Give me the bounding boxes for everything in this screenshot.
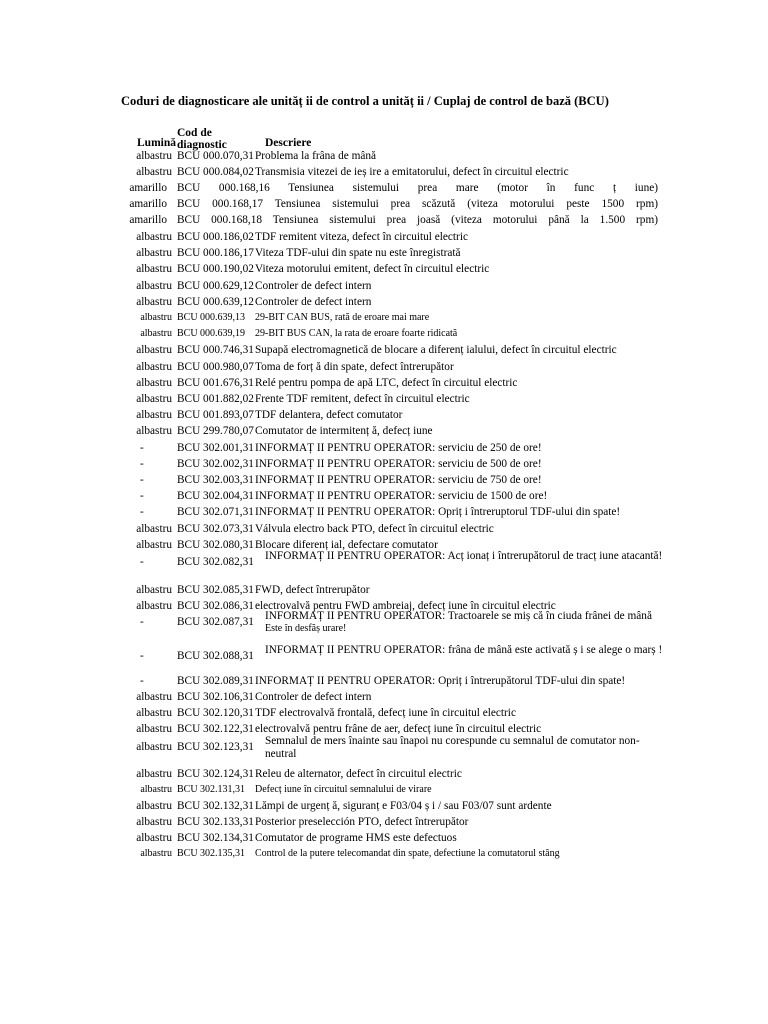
description-cell xyxy=(255,675,625,688)
description-text: Transmisia vitezei de ieș ire a emitatorului, defect în circuitul electric xyxy=(255,166,569,178)
description-cell xyxy=(255,377,517,390)
light-cell: - xyxy=(140,556,144,568)
description-text: electrovalvă pentru frâne de aer, defecț iune în circuitul electric xyxy=(255,723,542,735)
light-cell: - xyxy=(140,474,144,486)
description-cell xyxy=(265,550,665,563)
code-cell: BCU 000.980,07 xyxy=(177,361,254,373)
description-cell xyxy=(255,425,433,438)
light-cell: albastru xyxy=(136,231,172,243)
description-cell xyxy=(255,442,542,455)
document-title: Coduri de diagnosticare ale unităț ii de control a unităț ii / Cuplaj de control de bază (BCU) xyxy=(121,94,609,108)
description-cell xyxy=(255,474,542,487)
code-cell: BCU 302.085,31 xyxy=(177,584,254,596)
light-cell: albastru xyxy=(136,425,172,437)
description-text-line2: Este în desfăș urare! xyxy=(265,622,347,634)
description-text: Controler de defect intern xyxy=(255,296,372,308)
description-cell xyxy=(255,584,370,597)
description-cell xyxy=(255,166,569,179)
description-text: Semnalul de mers înainte sau înapoi nu corespunde cu semnalul de comutator non-neutral xyxy=(265,735,640,760)
description-cell xyxy=(265,735,665,760)
description-cell xyxy=(255,768,462,781)
code-cell: BCU 302.071,31 xyxy=(177,506,254,518)
description-cell xyxy=(255,523,494,536)
description-cell xyxy=(255,506,620,519)
code-cell: BCU 302.124,31 xyxy=(177,768,254,780)
light-cell: albastru xyxy=(136,361,172,373)
description-cell xyxy=(255,458,542,471)
light-cell: - xyxy=(140,506,144,518)
justified-code-description: BCU 000.168,16 Tensiunea sistemului prea mare (motor în func ț iune) xyxy=(177,182,658,194)
description-text: Viteza motorului emitent, defect în circuitul electric xyxy=(255,263,490,275)
light-cell: - xyxy=(140,458,144,470)
description-text: TDF remitent viteza, defect în circuitul electric xyxy=(255,231,468,243)
code-cell: BCU 000.629,12 xyxy=(177,280,254,292)
header-diagnostic-code: Cod de diagnostic xyxy=(177,127,227,151)
description-cell xyxy=(255,361,454,374)
light-cell: - xyxy=(140,675,144,687)
light-cell: albastru xyxy=(136,393,172,405)
light-cell: albastru xyxy=(136,832,172,844)
description-cell xyxy=(255,784,432,797)
description-cell xyxy=(255,816,468,829)
code-cell: BCU 000.639,19 xyxy=(177,328,246,339)
description-text: 29-BIT BUS CAN, la rata de eroare foarte ridicată xyxy=(255,328,458,339)
code-cell: BCU 299.780,07 xyxy=(177,425,254,437)
description-cell xyxy=(255,723,541,736)
light-cell: albastru xyxy=(136,377,172,389)
code-cell: BCU 000.639,12 xyxy=(177,296,254,308)
light-cell: albastru xyxy=(136,691,172,703)
code-cell: BCU 001.882,02 xyxy=(177,393,254,405)
light-cell: albastru xyxy=(136,741,172,753)
code-cell: BCU 000.186,02 xyxy=(177,231,254,243)
description-text: INFORMAȚ II PENTRU OPERATOR: Acț ionaț i întrerupătorul de tracț iune atacantă! xyxy=(265,550,663,562)
description-text: Lămpi de urgenț ă, siguranț e F03/04 ș i / sau F03/07 sunt ardente xyxy=(255,800,552,812)
light-cell: albastru xyxy=(136,584,172,596)
description-cell xyxy=(255,280,371,293)
description-cell xyxy=(265,644,665,657)
description-text: INFORMAȚ II PENTRU OPERATOR: serviciu de 1500 de ore! xyxy=(255,490,548,502)
light-cell: - xyxy=(140,616,144,628)
code-cell: BCU 302.131,31 xyxy=(177,784,246,795)
code-cell: BCU 302.004,31 xyxy=(177,490,254,502)
description-cell xyxy=(255,312,429,325)
light-cell: albastru xyxy=(136,768,172,780)
description-text: Comutator de programe HMS este defectuos xyxy=(255,832,457,844)
light-cell: albastru xyxy=(136,150,172,162)
description-cell xyxy=(255,707,516,720)
description-text: Defecț iune în circuitul semnalului de virare xyxy=(255,784,432,795)
light-cell: albastru xyxy=(136,539,172,551)
description-text: INFORMAȚ II PENTRU OPERATOR: serviciu de 250 de ore! xyxy=(255,442,542,454)
light-cell: albastru xyxy=(136,600,172,612)
code-cell: BCU 302.122,31 xyxy=(177,723,254,735)
light-cell: albastru xyxy=(136,280,172,292)
light-cell: albastru xyxy=(140,848,172,859)
description-cell xyxy=(255,490,547,503)
code-cell: BCU 001.676,31 xyxy=(177,377,254,389)
code-cell: BCU 001.893,07 xyxy=(177,409,254,421)
code-cell: BCU 000.186,17 xyxy=(177,247,254,259)
description-text: Controler de defect intern xyxy=(255,691,372,703)
description-text: Control de la putere telecomandat din spate, defectiune la comutatorul stâng xyxy=(255,848,560,859)
light-cell: amarillo xyxy=(129,182,167,194)
justified-code-description: BCU 000.168,18 Tensiunea sistemului prea joasă (viteza motorului până la 1.500 rpm) xyxy=(177,214,658,226)
code-cell: BCU 302.086,31 xyxy=(177,600,254,612)
description-text: Problema la frâna de mână xyxy=(255,150,377,162)
light-cell: albastru xyxy=(136,707,172,719)
description-cell xyxy=(255,344,617,357)
code-cell: BCU 302.001,31 xyxy=(177,442,254,454)
code-cell: BCU 302.120,31 xyxy=(177,707,254,719)
description-text: Relé pentru pompa de apă LTC, defect în circuitul electric xyxy=(255,377,518,389)
light-cell: albastru xyxy=(136,263,172,275)
code-cell: BCU 000.084,02 xyxy=(177,166,254,178)
description-text: INFORMAȚ II PENTRU OPERATOR: frâna de mână este activată ș i se alege o marș ! xyxy=(265,644,663,656)
description-text: Válvula electro back PTO, defect în circuitul electric xyxy=(255,523,494,535)
light-cell: albastru xyxy=(136,723,172,735)
code-cell: BCU 000.639,13 xyxy=(177,312,246,323)
description-cell xyxy=(255,848,560,861)
description-text: INFORMAȚ II PENTRU OPERATOR: Opriț i întreruptorul TDF-ului din spate! xyxy=(255,506,621,518)
code-cell: BCU 302.088,31 xyxy=(177,650,254,662)
header-description: Descriere xyxy=(265,137,312,149)
code-cell: BCU 302.133,31 xyxy=(177,816,254,828)
code-cell: BCU 302.087,31 xyxy=(177,616,254,628)
description-cell xyxy=(255,393,470,406)
description-text: Controler de defect intern xyxy=(255,280,372,292)
light-cell: amarillo xyxy=(129,198,167,210)
light-cell: albastru xyxy=(136,344,172,356)
light-cell: albastru xyxy=(136,800,172,812)
description-text: TDF electrovalvă frontală, defecț iune în circuitul electric xyxy=(255,707,516,719)
justified-code-description: BCU 000.168,17 Tensiunea sistemului prea scăzută (viteza motorului peste 1500 rpm) xyxy=(177,198,658,210)
code-cell: BCU 302.135,31 xyxy=(177,848,246,859)
code-cell: BCU 302.123,31 xyxy=(177,741,254,753)
description-text: INFORMAȚ II PENTRU OPERATOR: Tractoarele se miș că în ciuda frânei de mână xyxy=(265,610,652,622)
description-text: INFORMAȚ II PENTRU OPERATOR: serviciu de 750 de ore! xyxy=(255,474,542,486)
description-text: Blocare diferenț ial, defectare comutator xyxy=(255,539,438,551)
light-cell: albastru xyxy=(140,328,172,339)
description-cell xyxy=(255,150,376,163)
code-cell: BCU 302.002,31 xyxy=(177,458,254,470)
light-cell: albastru xyxy=(136,523,172,535)
code-cell: BCU 302.003,31 xyxy=(177,474,254,486)
light-cell: albastru xyxy=(136,247,172,259)
light-cell: amarillo xyxy=(129,214,167,226)
code-cell: BCU 302.134,31 xyxy=(177,832,254,844)
description-cell xyxy=(255,263,489,276)
light-cell: albastru xyxy=(136,816,172,828)
code-cell: BCU 000.070,31 xyxy=(177,150,254,162)
description-cell xyxy=(255,328,457,341)
code-cell: BCU 302.080,31 xyxy=(177,539,254,551)
description-text: Viteza TDF-ului din spate nu este înregistrată xyxy=(255,247,461,259)
light-cell: albastru xyxy=(136,296,172,308)
description-text: Releu de alternator, defect în circuitul electric xyxy=(255,768,462,780)
description-text: Comutator de intermitenț ă, defecț iune xyxy=(255,425,433,437)
light-cell: - xyxy=(140,490,144,502)
code-cell: BCU 000.190,02 xyxy=(177,263,254,275)
light-cell: - xyxy=(140,442,144,454)
description-text: INFORMAȚ II PENTRU OPERATOR: Opriț i întrerupătorul TDF-ului din spate! xyxy=(255,675,626,687)
description-text: FWD, defect întrerupător xyxy=(255,584,370,596)
description-text: 29-BIT CAN BUS, rată de eroare mai mare xyxy=(255,312,430,323)
description-text: Supapă electromagnetică de blocare a diferenț ialului, defect în circuitul electric xyxy=(255,344,617,356)
code-cell: BCU 302.106,31 xyxy=(177,691,254,703)
description-cell xyxy=(255,247,461,260)
description-text: Toma de forț ă din spate, defect întrerupător xyxy=(255,361,454,373)
code-cell: BCU 302.082,31 xyxy=(177,556,254,568)
code-cell: BCU 302.089,31 xyxy=(177,675,254,687)
description-cell xyxy=(255,409,402,422)
header-light: Lumină xyxy=(137,137,176,149)
description-cell xyxy=(255,800,552,813)
description-cell xyxy=(255,691,371,704)
description-cell xyxy=(255,231,468,244)
light-cell: albastru xyxy=(136,166,172,178)
description-cell xyxy=(255,296,371,309)
description-cell xyxy=(265,610,665,635)
description-text: Frente TDF remitent, defect în circuitul electric xyxy=(255,393,470,405)
code-cell: BCU 302.073,31 xyxy=(177,523,254,535)
light-cell: - xyxy=(140,650,144,662)
description-text: Posterior preselección PTO, defect întrerupător xyxy=(255,816,469,828)
light-cell: albastru xyxy=(140,312,172,323)
code-cell: BCU 302.132,31 xyxy=(177,800,254,812)
light-cell: albastru xyxy=(136,409,172,421)
description-text: electrovalvă pentru FWD ambreiaj, defecț iune în circuitul electric xyxy=(255,600,556,612)
code-cell: BCU 000.746,31 xyxy=(177,344,254,356)
description-cell xyxy=(255,832,457,845)
description-text: INFORMAȚ II PENTRU OPERATOR: serviciu de 500 de ore! xyxy=(255,458,542,470)
light-cell: albastru xyxy=(140,784,172,795)
description-text: TDF delantera, defect comutator xyxy=(255,409,403,421)
